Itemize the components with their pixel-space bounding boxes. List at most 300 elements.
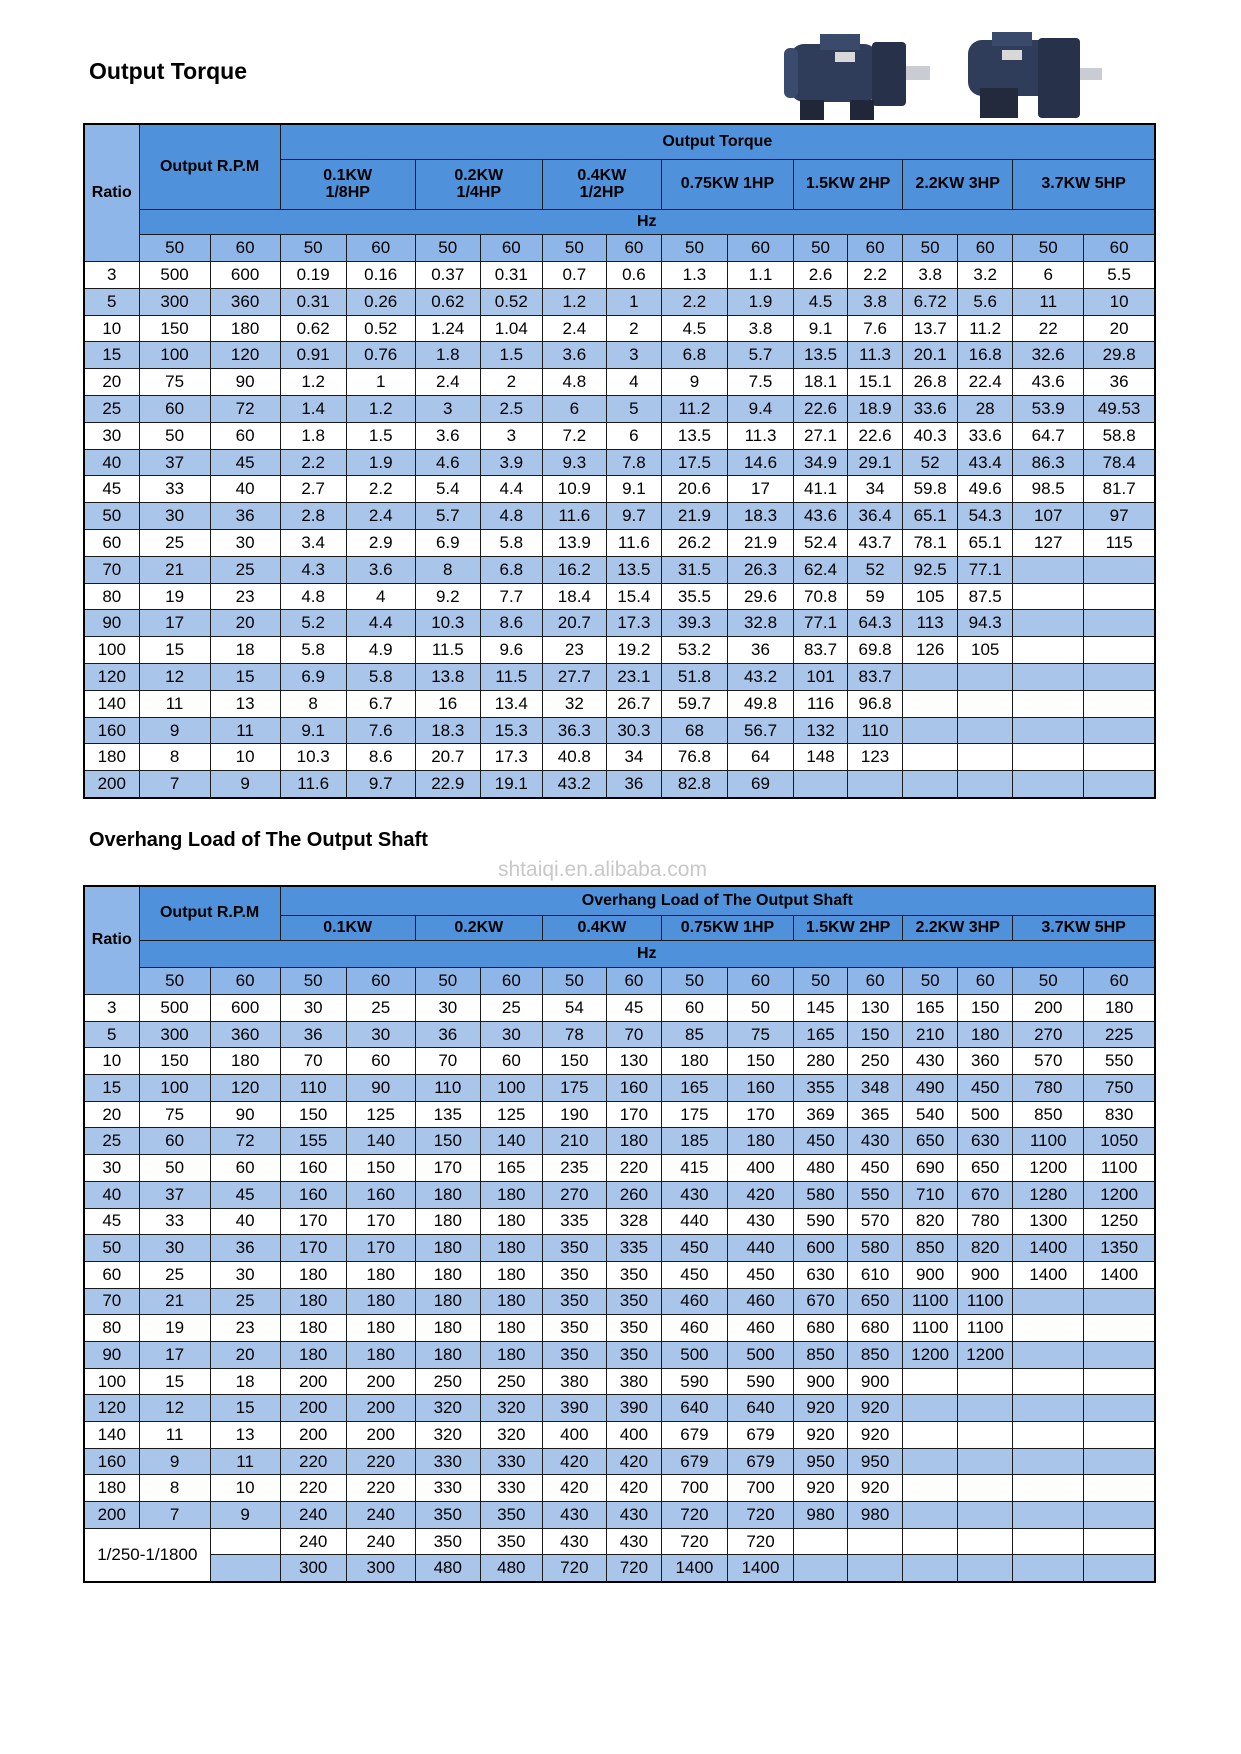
- table-row: [84, 1448, 1155, 1475]
- value-cell: 0.62: [415, 288, 480, 315]
- value-cell: 550: [848, 1181, 903, 1208]
- value-cell: 200: [346, 1422, 415, 1449]
- table-row: [84, 995, 1155, 1022]
- value-cell: 75: [727, 1021, 793, 1048]
- value-cell: 500: [661, 1341, 727, 1368]
- value-cell: 1300: [1013, 1208, 1084, 1235]
- value-cell: [1013, 1502, 1084, 1529]
- value-cell: 420: [727, 1181, 793, 1208]
- output-torque-table: [83, 123, 1156, 799]
- value-cell: 3: [415, 395, 480, 422]
- value-cell: 9.6: [480, 637, 542, 664]
- value-cell: 350: [480, 1502, 542, 1529]
- value-cell: 54: [542, 995, 606, 1022]
- value-cell: 580: [848, 1235, 903, 1262]
- value-cell: 450: [661, 1235, 727, 1262]
- rpm-cell: 500: [139, 995, 210, 1022]
- value-cell: 34: [606, 744, 661, 771]
- value-cell: 150: [346, 1155, 415, 1182]
- rpm-cell: 90: [210, 369, 280, 396]
- value-cell: 900: [794, 1368, 848, 1395]
- value-cell: 43.2: [727, 663, 793, 690]
- rpm-cell: 75: [139, 1101, 210, 1128]
- value-cell: 7.5: [727, 369, 793, 396]
- value-cell: 4.8: [542, 369, 606, 396]
- value-cell: 34.9: [794, 449, 848, 476]
- rpm-cell: 15: [139, 1368, 210, 1395]
- table-row: [84, 1181, 1155, 1208]
- value-cell: 19.2: [606, 637, 661, 664]
- value-cell: 76.8: [661, 744, 727, 771]
- value-cell: 1.2: [346, 395, 415, 422]
- rpm-cell: 19: [139, 1315, 210, 1342]
- value-cell: [1084, 1315, 1155, 1342]
- value-cell: 5.8: [480, 529, 542, 556]
- value-cell: 590: [661, 1368, 727, 1395]
- value-cell: 92.5: [903, 556, 958, 583]
- value-cell: 1280: [1013, 1181, 1084, 1208]
- rpm-cell: 9: [210, 1502, 280, 1529]
- value-cell: 220: [280, 1448, 346, 1475]
- rpm-cell: 30: [210, 1261, 280, 1288]
- value-cell: 480: [480, 1555, 542, 1582]
- value-cell: [903, 1555, 958, 1582]
- value-cell: 36: [415, 1021, 480, 1048]
- value-cell: 31.5: [661, 556, 727, 583]
- value-cell: 200: [280, 1422, 346, 1449]
- value-cell: 180: [415, 1208, 480, 1235]
- value-cell: 82.8: [661, 771, 727, 798]
- value-cell: 22.4: [958, 369, 1013, 396]
- value-cell: 60: [346, 1048, 415, 1075]
- value-cell: 400: [542, 1422, 606, 1449]
- value-cell: 11.3: [848, 342, 903, 369]
- power-header: 1.5KW 2HP: [794, 916, 903, 941]
- power-hp: 1/2HP: [579, 183, 625, 201]
- ratio-cell: 160: [84, 1448, 139, 1475]
- value-cell: 900: [903, 1261, 958, 1288]
- value-cell: 440: [661, 1208, 727, 1235]
- rpm-cell: 150: [139, 1048, 210, 1075]
- value-cell: [794, 1555, 848, 1582]
- value-cell: 97: [1084, 503, 1155, 530]
- rpm-cell: 10: [210, 744, 280, 771]
- value-cell: 720: [661, 1528, 727, 1555]
- value-cell: 9: [661, 369, 727, 396]
- rpm-cell: 300: [139, 288, 210, 315]
- value-cell: 0.19: [280, 262, 346, 289]
- value-cell: 7.7: [480, 583, 542, 610]
- ratio-cell: 40: [84, 1181, 139, 1208]
- value-cell: 1400: [1013, 1235, 1084, 1262]
- value-cell: [958, 1395, 1013, 1422]
- value-cell: 430: [903, 1048, 958, 1075]
- value-cell: 1: [606, 288, 661, 315]
- table-row: [84, 744, 1155, 771]
- value-cell: 126: [903, 637, 958, 664]
- value-cell: 70.8: [794, 583, 848, 610]
- rpm-cell: 25: [210, 556, 280, 583]
- output-rpm-header: Output R.P.M: [139, 124, 280, 210]
- value-cell: 220: [606, 1155, 661, 1182]
- value-cell: 430: [848, 1128, 903, 1155]
- value-cell: 700: [661, 1475, 727, 1502]
- footer-ratio-label: 1/250-1/1800: [84, 1528, 210, 1582]
- value-cell: 23.1: [606, 663, 661, 690]
- frequency-header: 60: [606, 235, 661, 262]
- table-row: [84, 556, 1155, 583]
- value-cell: 180: [480, 1341, 542, 1368]
- value-cell: 30: [280, 995, 346, 1022]
- value-cell: 1400: [727, 1555, 793, 1582]
- value-cell: 4.9: [346, 637, 415, 664]
- value-cell: 11.3: [727, 422, 793, 449]
- frequency-header: 50: [1013, 235, 1084, 262]
- value-cell: 30.3: [606, 717, 661, 744]
- value-cell: 11.5: [480, 663, 542, 690]
- value-cell: 49.6: [958, 476, 1013, 503]
- value-cell: 780: [958, 1208, 1013, 1235]
- rpm-cell: 8: [139, 1475, 210, 1502]
- value-cell: 110: [280, 1075, 346, 1102]
- value-cell: 2.2: [346, 476, 415, 503]
- value-cell: 679: [661, 1448, 727, 1475]
- value-cell: 1400: [1084, 1261, 1155, 1288]
- value-cell: 850: [903, 1235, 958, 1262]
- frequency-header: 60: [727, 968, 793, 995]
- value-cell: 920: [848, 1422, 903, 1449]
- value-cell: 125: [346, 1101, 415, 1128]
- rpm-cell: 100: [139, 1075, 210, 1102]
- value-cell: 30: [346, 1021, 415, 1048]
- value-cell: 9.7: [346, 771, 415, 798]
- value-cell: 1200: [1084, 1181, 1155, 1208]
- rpm-cell: 40: [210, 476, 280, 503]
- frequency-header: 50: [661, 968, 727, 995]
- value-cell: [848, 1528, 903, 1555]
- value-cell: 3: [480, 422, 542, 449]
- value-cell: 107: [1013, 503, 1084, 530]
- value-cell: 77.1: [958, 556, 1013, 583]
- rpm-cell: 90: [210, 1101, 280, 1128]
- table-row: [84, 1475, 1155, 1502]
- rpm-cell: 25: [210, 1288, 280, 1315]
- rpm-cell: 36: [210, 503, 280, 530]
- rpm-cell: 11: [210, 717, 280, 744]
- value-cell: 450: [958, 1075, 1013, 1102]
- value-cell: 270: [542, 1181, 606, 1208]
- value-cell: 1100: [903, 1315, 958, 1342]
- value-cell: 155: [280, 1128, 346, 1155]
- power-kw: 1.5KW 2HP: [805, 175, 891, 193]
- value-cell: 86.3: [1013, 449, 1084, 476]
- value-cell: 180: [346, 1261, 415, 1288]
- value-cell: 350: [542, 1341, 606, 1368]
- value-cell: 20.7: [415, 744, 480, 771]
- value-cell: 6.9: [415, 529, 480, 556]
- value-cell: 9.7: [606, 503, 661, 530]
- value-cell: 3.2: [958, 262, 1013, 289]
- value-cell: [1013, 1288, 1084, 1315]
- value-cell: 22.6: [848, 422, 903, 449]
- value-cell: [958, 1448, 1013, 1475]
- ratio-cell: 10: [84, 315, 139, 342]
- value-cell: 53.2: [661, 637, 727, 664]
- value-cell: 170: [280, 1235, 346, 1262]
- rpm-cell: 21: [139, 1288, 210, 1315]
- value-cell: 78.4: [1084, 449, 1155, 476]
- ratio-cell: 90: [84, 610, 139, 637]
- value-cell: 11.6: [280, 771, 346, 798]
- table-row: [84, 1368, 1155, 1395]
- rpm-cell: 15: [210, 1395, 280, 1422]
- value-cell: 125: [480, 1101, 542, 1128]
- rpm-cell: 100: [139, 342, 210, 369]
- value-cell: 70: [280, 1048, 346, 1075]
- value-cell: 2.7: [280, 476, 346, 503]
- value-cell: [958, 744, 1013, 771]
- value-cell: 500: [958, 1101, 1013, 1128]
- table-row: [84, 449, 1155, 476]
- value-cell: [1013, 1475, 1084, 1502]
- value-cell: 15.1: [848, 369, 903, 396]
- value-cell: 26.7: [606, 690, 661, 717]
- value-cell: 11.2: [958, 315, 1013, 342]
- table-row: [84, 1128, 1155, 1155]
- value-cell: 83.7: [848, 663, 903, 690]
- value-cell: 32.8: [727, 610, 793, 637]
- frequency-header: 50: [542, 968, 606, 995]
- value-cell: 570: [1013, 1048, 1084, 1075]
- value-cell: 350: [606, 1288, 661, 1315]
- value-cell: 350: [415, 1502, 480, 1529]
- frequency-header: 50: [139, 968, 210, 995]
- power-header: [415, 160, 542, 210]
- value-cell: 18.3: [415, 717, 480, 744]
- table-row: [84, 1155, 1155, 1182]
- value-cell: 920: [848, 1475, 903, 1502]
- value-cell: 670: [794, 1288, 848, 1315]
- ratio-cell: 5: [84, 1021, 139, 1048]
- value-cell: 9.1: [794, 315, 848, 342]
- rpm-cell: 180: [210, 315, 280, 342]
- value-cell: 350: [415, 1528, 480, 1555]
- value-cell: 130: [848, 995, 903, 1022]
- ratio-cell: 5: [84, 288, 139, 315]
- frequency-header: 50: [903, 235, 958, 262]
- value-cell: 240: [346, 1528, 415, 1555]
- value-cell: 3.6: [415, 422, 480, 449]
- value-cell: [1013, 1422, 1084, 1449]
- value-cell: [1084, 556, 1155, 583]
- value-cell: 140: [480, 1128, 542, 1155]
- value-cell: 4.3: [280, 556, 346, 583]
- value-cell: 9.4: [727, 395, 793, 422]
- value-cell: 43.2: [542, 771, 606, 798]
- value-cell: 320: [415, 1395, 480, 1422]
- value-cell: 60: [661, 995, 727, 1022]
- table-row: [84, 1021, 1155, 1048]
- value-cell: 52.4: [794, 529, 848, 556]
- value-cell: 15.4: [606, 583, 661, 610]
- ratio-cell: 200: [84, 771, 139, 798]
- value-cell: 36.4: [848, 503, 903, 530]
- ratio-cell: 70: [84, 1288, 139, 1315]
- value-cell: [1084, 690, 1155, 717]
- value-cell: [1084, 771, 1155, 798]
- value-cell: 180: [415, 1288, 480, 1315]
- hz-header: Hz: [139, 941, 1155, 968]
- frequency-header: 50: [794, 968, 848, 995]
- value-cell: 330: [415, 1448, 480, 1475]
- value-cell: 36: [280, 1021, 346, 1048]
- value-cell: [1013, 637, 1084, 664]
- value-cell: 2.6: [794, 262, 848, 289]
- value-cell: 13.4: [480, 690, 542, 717]
- value-cell: 25: [346, 995, 415, 1022]
- value-cell: 450: [661, 1261, 727, 1288]
- value-cell: 1200: [958, 1341, 1013, 1368]
- rpm-cell: 30: [139, 1235, 210, 1262]
- value-cell: 720: [661, 1502, 727, 1529]
- ratio-cell: 30: [84, 1155, 139, 1182]
- value-cell: 210: [542, 1128, 606, 1155]
- power-kw: 2.2KW 3HP: [915, 175, 1000, 193]
- rpm-cell: 37: [139, 449, 210, 476]
- value-cell: 350: [606, 1261, 661, 1288]
- value-cell: 355: [794, 1075, 848, 1102]
- rpm-cell: 30: [210, 529, 280, 556]
- value-cell: 180: [415, 1261, 480, 1288]
- value-cell: 1100: [1084, 1155, 1155, 1182]
- value-cell: [903, 744, 958, 771]
- value-cell: [1013, 771, 1084, 798]
- rpm-cell: 60: [139, 1128, 210, 1155]
- value-cell: [1013, 1448, 1084, 1475]
- footer-row: [84, 1528, 1155, 1555]
- value-cell: 330: [480, 1475, 542, 1502]
- output-torque-group-header: Output Torque: [280, 124, 1155, 160]
- value-cell: 3.6: [346, 556, 415, 583]
- ratio-cell: 40: [84, 449, 139, 476]
- value-cell: 5.7: [727, 342, 793, 369]
- value-cell: 250: [480, 1368, 542, 1395]
- value-cell: 41.1: [794, 476, 848, 503]
- value-cell: 200: [346, 1368, 415, 1395]
- rpm-cell: 21: [139, 556, 210, 583]
- frequency-header: 60: [958, 968, 1013, 995]
- value-cell: 175: [542, 1075, 606, 1102]
- value-cell: 6.8: [480, 556, 542, 583]
- value-cell: [958, 1368, 1013, 1395]
- value-cell: 680: [848, 1315, 903, 1342]
- value-cell: 29.1: [848, 449, 903, 476]
- value-cell: 23: [542, 637, 606, 664]
- value-cell: 180: [661, 1048, 727, 1075]
- table-row: [84, 1288, 1155, 1315]
- frequency-header: 50: [903, 968, 958, 995]
- value-cell: [903, 1528, 958, 1555]
- value-cell: [848, 771, 903, 798]
- value-cell: 710: [903, 1181, 958, 1208]
- value-cell: 225: [1084, 1021, 1155, 1048]
- value-cell: 83.7: [794, 637, 848, 664]
- value-cell: 5.2: [280, 610, 346, 637]
- value-cell: 440: [727, 1235, 793, 1262]
- rpm-cell: 20: [210, 1341, 280, 1368]
- value-cell: 950: [794, 1448, 848, 1475]
- value-cell: 330: [480, 1448, 542, 1475]
- value-cell: [1013, 1555, 1084, 1582]
- rpm-cell: 25: [139, 1261, 210, 1288]
- value-cell: 130: [606, 1048, 661, 1075]
- value-cell: 13.7: [903, 315, 958, 342]
- value-cell: 18.1: [794, 369, 848, 396]
- rpm-cell: 15: [139, 637, 210, 664]
- value-cell: 190: [542, 1101, 606, 1128]
- value-cell: 920: [848, 1395, 903, 1422]
- value-cell: 2: [480, 369, 542, 396]
- frequency-header: 50: [661, 235, 727, 262]
- ratio-cell: 70: [84, 556, 139, 583]
- power-header: 0.75KW 1HP: [661, 916, 793, 941]
- value-cell: [794, 771, 848, 798]
- rpm-cell: 13: [210, 690, 280, 717]
- value-cell: 32: [542, 690, 606, 717]
- value-cell: 150: [542, 1048, 606, 1075]
- value-cell: 65.1: [958, 529, 1013, 556]
- value-cell: 170: [727, 1101, 793, 1128]
- value-cell: 59.7: [661, 690, 727, 717]
- value-cell: 1.9: [727, 288, 793, 315]
- value-cell: [1084, 663, 1155, 690]
- value-cell: 180: [346, 1341, 415, 1368]
- value-cell: 10.3: [415, 610, 480, 637]
- value-cell: 450: [848, 1155, 903, 1182]
- value-cell: 36: [1084, 369, 1155, 396]
- value-cell: [1013, 556, 1084, 583]
- value-cell: 8: [280, 690, 346, 717]
- footer-rpm-cell: [210, 1528, 280, 1555]
- value-cell: 820: [958, 1235, 1013, 1262]
- ratio-header: Ratio: [84, 886, 139, 995]
- ratio-cell: 100: [84, 637, 139, 664]
- value-cell: 590: [794, 1208, 848, 1235]
- rpm-cell: 9: [139, 1448, 210, 1475]
- value-cell: 6: [1013, 262, 1084, 289]
- value-cell: 450: [794, 1128, 848, 1155]
- value-cell: 335: [542, 1208, 606, 1235]
- value-cell: 590: [727, 1368, 793, 1395]
- rpm-cell: 11: [210, 1448, 280, 1475]
- value-cell: 100: [480, 1075, 542, 1102]
- table-row: [84, 1422, 1155, 1449]
- table-row: [84, 369, 1155, 396]
- footer-row: [84, 1555, 1155, 1582]
- value-cell: 540: [903, 1101, 958, 1128]
- value-cell: 180: [480, 1288, 542, 1315]
- ratio-cell: 20: [84, 1101, 139, 1128]
- value-cell: 420: [606, 1448, 661, 1475]
- value-cell: 390: [606, 1395, 661, 1422]
- value-cell: 328: [606, 1208, 661, 1235]
- value-cell: 180: [727, 1128, 793, 1155]
- value-cell: 14.6: [727, 449, 793, 476]
- table-row: [84, 583, 1155, 610]
- power-kw: 0.75KW 1HP: [680, 175, 775, 193]
- value-cell: 11.6: [606, 529, 661, 556]
- value-cell: 68: [661, 717, 727, 744]
